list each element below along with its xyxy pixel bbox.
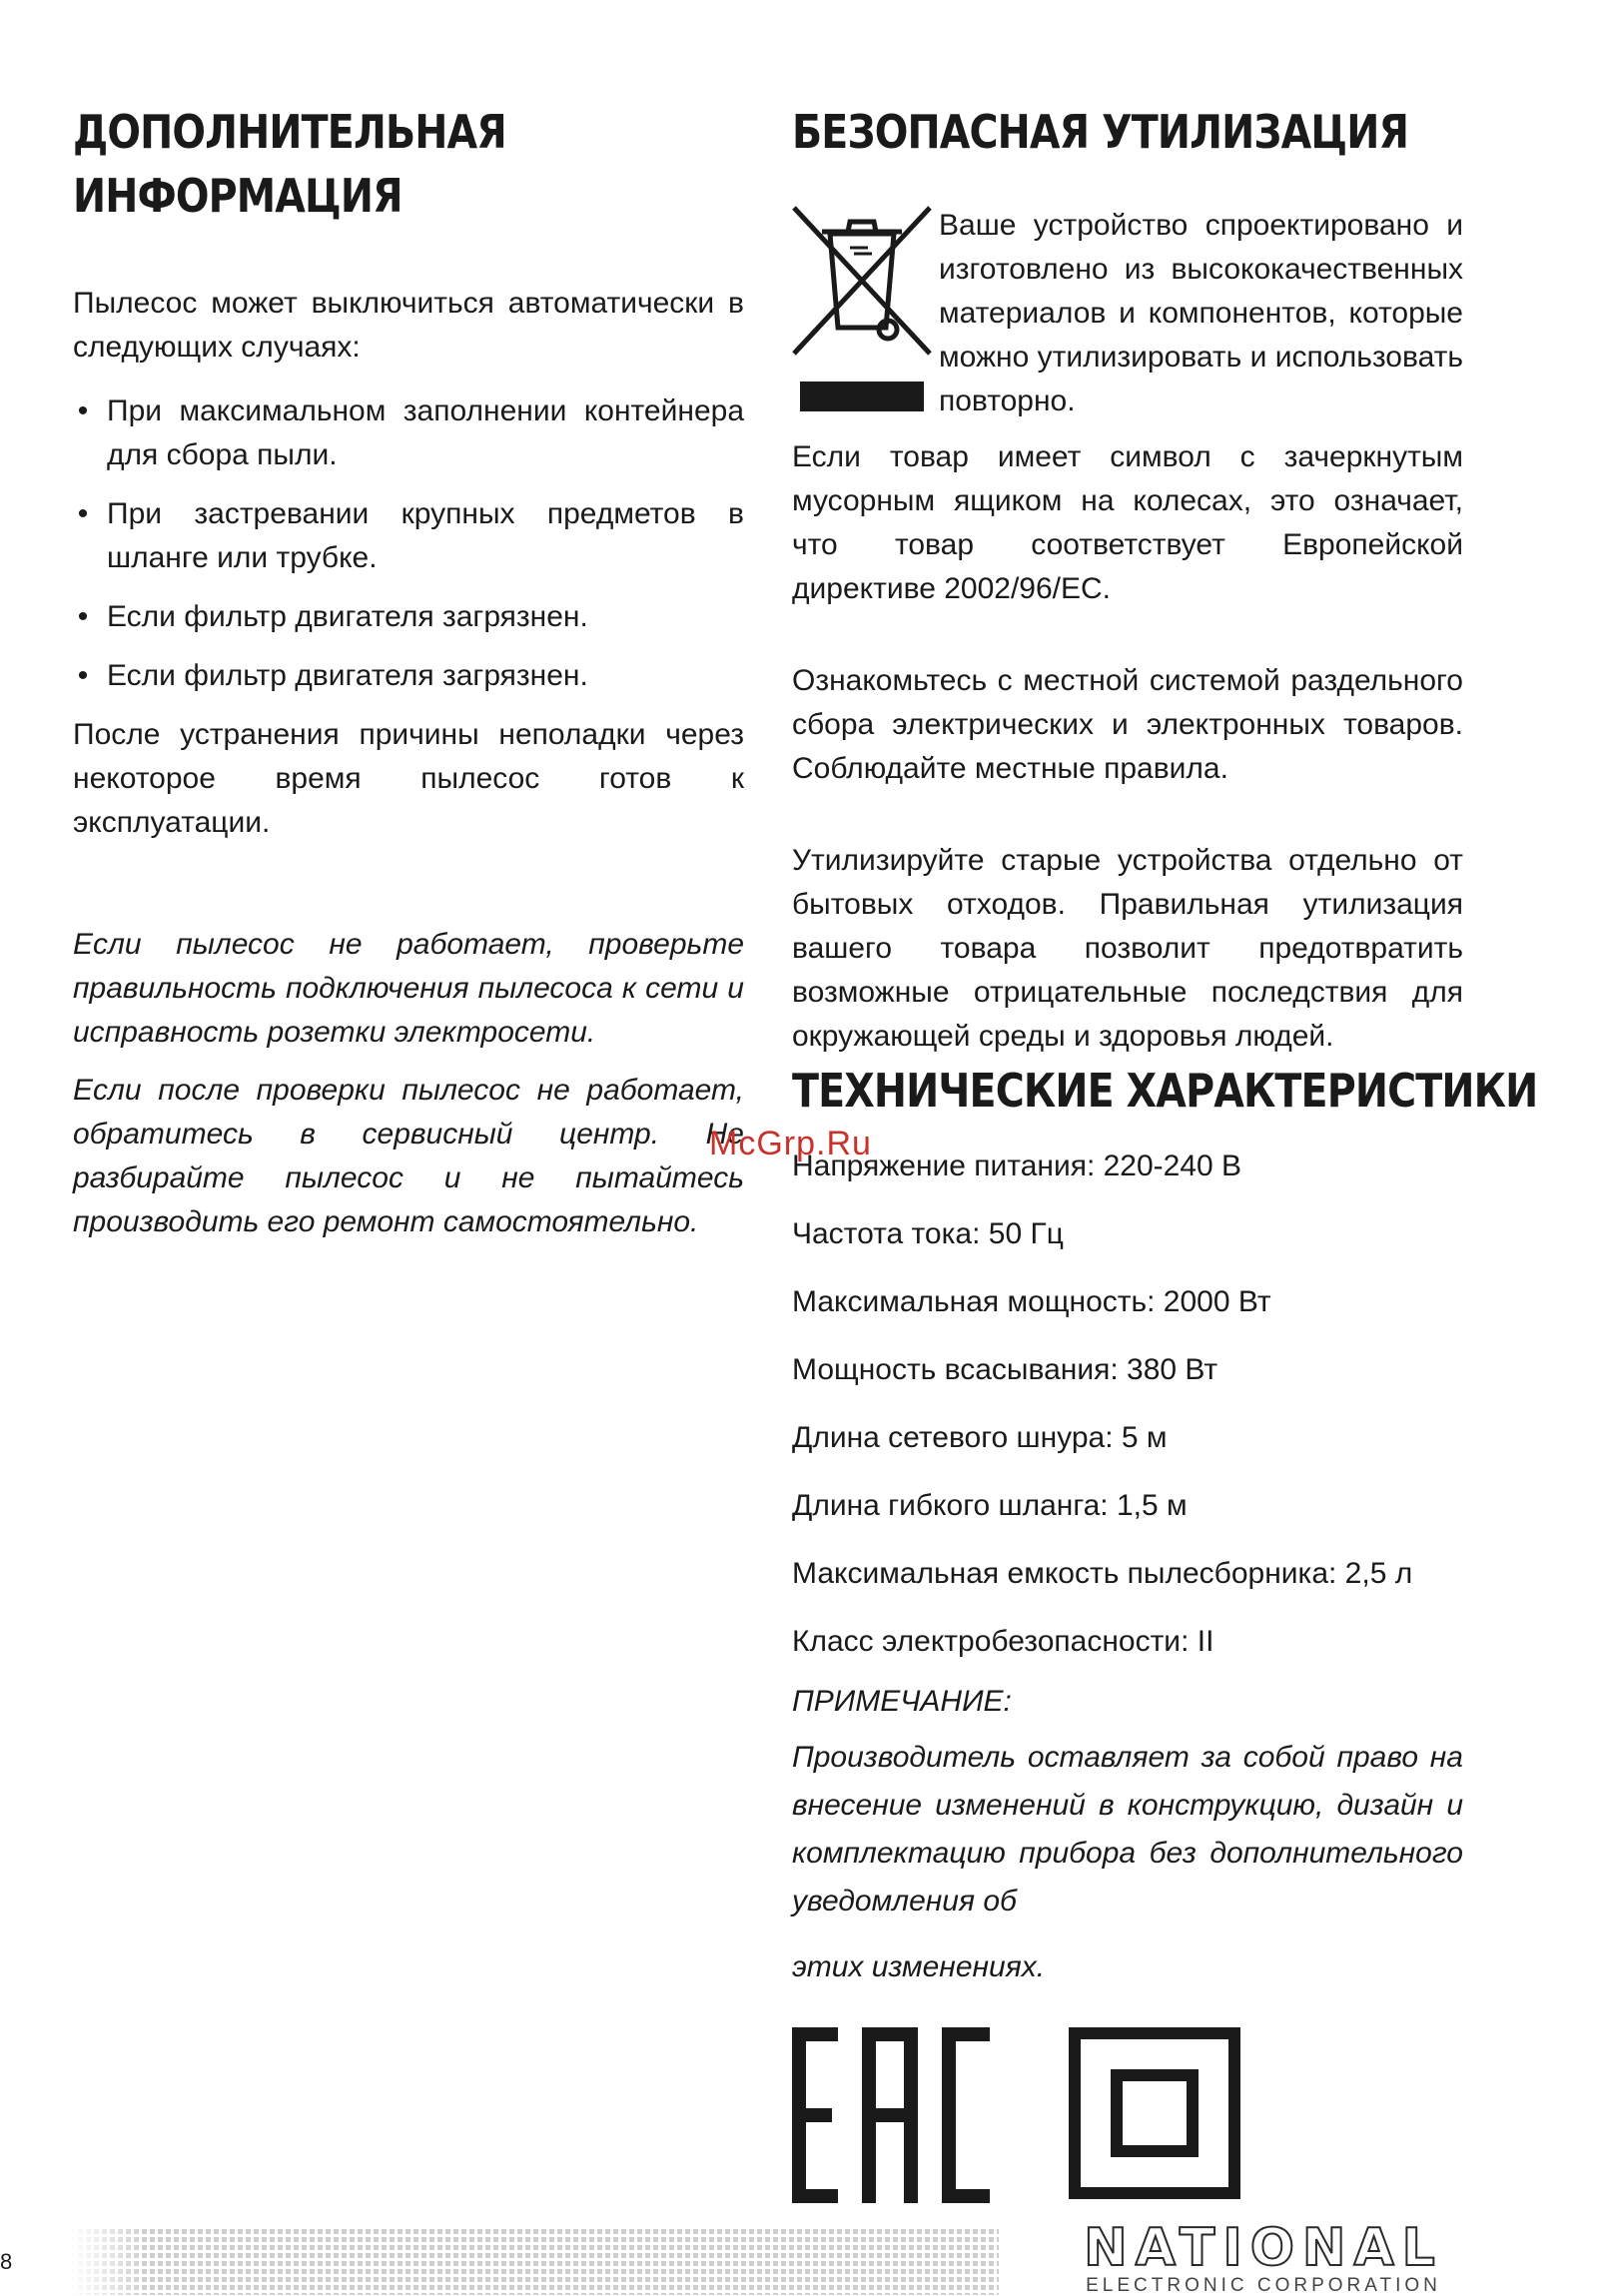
additional-info-title: ДОПОЛНИТЕЛЬНАЯ ИНФОРМАЦИЯ	[73, 105, 506, 223]
eac-mark-icon	[792, 2027, 992, 2203]
note-text: Производитель оставляет за собой право на внесение изменений в конструкцию, дизайн и комплектацию прибора без дополнительного уведомления об	[792, 1741, 1463, 1917]
double-square-icon	[1069, 2027, 1240, 2199]
list-item: • Если фильтр двигателя загрязнен.	[73, 654, 744, 698]
intro-text: Пылесос может выключиться автоматически в следующих случаях:	[73, 287, 744, 364]
disposal-title: БЕЗОПАСНАЯ УТИЛИЗАЦИЯ	[792, 105, 1409, 159]
list-item: • При застревании крупных предметов в шланге или трубке.	[73, 492, 744, 580]
bullet-icon: •	[77, 497, 89, 530]
after-fix-text: После устранения причины неполадки через некоторое время пылесос готов к эксплуатации.	[73, 718, 744, 839]
spec-safety-class: Класс электробезопасности: II	[792, 1625, 1214, 1658]
shutdown-reasons-list	[73, 389, 744, 698]
additional-info-section	[73, 100, 744, 1244]
brand-logo	[1054, 2218, 1473, 2296]
disposal-paragraph-4: Утилизируйте старые устройства отдельно от бытовых отходов. Правильная утилизация вашего товара позволит предотвратить возможные отрицательные последствия для окружающей среды и здоровья людей.	[792, 844, 1463, 1053]
bullet-icon: •	[77, 659, 89, 692]
spec-max-power: Максимальная мощность: 2000 Вт	[792, 1285, 1271, 1318]
service-center-warning: Если после проверки пылесос не работает, обратитесь в сервисный центр. Не разбирайте пылесос и не пытайтесь производить его ремонт самостоятельно.	[73, 1074, 744, 1238]
disposal-paragraph-1: Ваше устройство спроектировано и изготовлено из высококачественных материалов и компонентов, которые можно утилизировать и использовать повторно.	[939, 209, 1463, 417]
disposal-paragraph-2: Если товар имеет символ с зачеркнутым мусорным ящиком на колесах, это означает, что товар соответствует Европейской директиве 2002/96/ЕС.	[792, 440, 1463, 605]
connection-warning: Если пылесос не работает, проверьте правильность подключения пылесоса к сети и исправность розетки электросети.	[73, 928, 744, 1049]
spec-voltage: Напряжение питания: 220-240 В	[792, 1149, 1242, 1182]
brand-subtitle: ELECTRONIC CORPORATION	[1086, 2275, 1441, 2296]
spec-cord-length: Длина сетевого шнура: 5 м	[792, 1421, 1168, 1454]
spec-dust-capacity: Максимальная емкость пылесборника: 2,5 л	[792, 1557, 1413, 1590]
note-label: ПРИМЕЧАНИЕ:	[792, 1685, 1012, 1718]
disposal-paragraph-3: Ознакомьтесь с местной системой раздельного сбора электрических и электронных товаров. Соблюдайте местные правила.	[792, 664, 1463, 785]
spec-hose-length: Длина гибкого шланга: 1,5 м	[792, 1489, 1188, 1522]
watermark: McGrp.Ru	[709, 1125, 872, 1162]
tech-specs-list	[792, 1145, 1463, 1664]
right-column	[792, 100, 1538, 1991]
crossed-out-wheelie-bin-icon	[792, 204, 932, 423]
spec-suction-power: Мощность всасывания: 380 Вт	[792, 1353, 1218, 1386]
page-number: 8	[0, 2249, 13, 2274]
list-item: • Если фильтр двигателя загрязнен.	[73, 595, 744, 639]
brand-name: NATIONAL	[1084, 2218, 1443, 2278]
bullet-icon: •	[77, 394, 89, 427]
bullet-icon: •	[77, 600, 89, 633]
footer-dot-pattern	[70, 2229, 999, 2295]
list-item: • При максимальном заполнении контейнера для сбора пыли.	[73, 389, 744, 477]
spec-frequency: Частота тока: 50 Гц	[792, 1217, 1064, 1250]
disposal-intro	[792, 204, 1463, 425]
note-text-end: этих изменениях.	[792, 1950, 1046, 1983]
tech-specs-title: ТЕХНИЧЕСКИЕ ХАРАКТЕРИСТИКИ	[792, 1064, 1538, 1118]
